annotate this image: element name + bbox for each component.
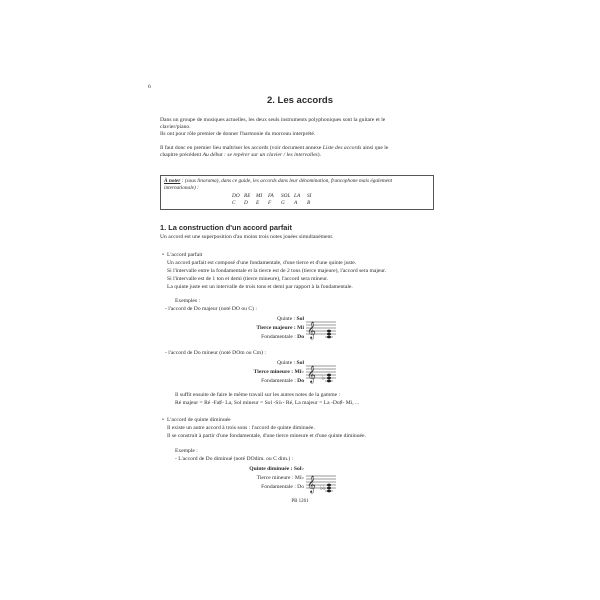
fondamentale-label: Fondamentale : — [261, 378, 298, 384]
section-2-example-label: Exemple : — [175, 448, 198, 454]
solfege-note: MI — [256, 193, 263, 199]
staff-do-dim — [306, 470, 336, 496]
page-title: 2. Les accords — [266, 95, 333, 106]
intro-line-4-italic: Liste des accords — [322, 145, 362, 151]
intro-line-5-italic: Au début : se repérer sur un clavier / les intervalles — [202, 152, 318, 158]
quinte-label: Quinte : — [276, 316, 297, 322]
bullet-1-line-1: Un accord parfait est composé d'une fondamentale, d'une tierce et d'une quinte juste. — [167, 260, 357, 266]
section-1-definition: Un accord est une superposition d'au moins trois notes jouées simultanément. — [160, 234, 334, 240]
dim-tierce: Tierce mineure : Mi♭ — [256, 475, 304, 481]
footer-code: PB 1261 — [291, 499, 309, 504]
dim-fondamentale: Fondamentale : Do — [261, 484, 304, 490]
note-box-label: À noter — [164, 178, 181, 184]
solfege-note: SI — [307, 193, 312, 199]
bullet-icon: • — [162, 252, 164, 258]
example-minor-label: - l'accord de Do mineur (noté DOm ou Cm) : — [165, 350, 266, 356]
intro-line-4 — [160, 145, 388, 152]
solfege-note: SOL — [281, 193, 291, 199]
bullet-1-title: L'accord parfait — [167, 252, 203, 258]
quinte-value: Sol — [296, 316, 304, 322]
example-major-quinte — [200, 316, 304, 323]
section-1-heading: 1. La construction d'un accord parfait — [160, 223, 292, 232]
intro-line-2: clavier/piano. — [160, 124, 191, 130]
page-number: 6 — [148, 84, 151, 90]
intro-line-5 — [160, 152, 321, 159]
bullet-1-line-3: Si l'intervalle est de 1 ton et demi (tierce mineure), l'accord sera mineur. — [167, 276, 329, 282]
solfege-note: FA — [268, 193, 274, 199]
note-box-line-2: internationale) : — [164, 185, 199, 191]
dim-quinte: Quinte diminuée : Sol♭ — [249, 466, 304, 472]
treble-clef-icon: 𝄞 — [307, 475, 316, 493]
letter-note: A — [294, 200, 298, 206]
section-2-title: L'accord de quinte diminuée — [167, 417, 231, 423]
letter-note: B — [307, 200, 311, 206]
intro-line-5-text: chapitre précédent — [160, 152, 203, 158]
apply-line: Il suffit ensuite de faire le même travail sur les autres notes de la gamme : — [175, 392, 341, 398]
note-box-line-1 — [164, 178, 392, 185]
letter-note: G — [281, 200, 285, 206]
letter-note: D — [244, 200, 248, 206]
bullet-1-line-2: Si l'intervalle entre la fondamentale et la tierce est de 2 tons (tierce majeure), l'accord sera majeur. — [167, 268, 387, 274]
example-minor-quinte — [200, 360, 304, 367]
fondamentale-value: Do — [297, 334, 304, 340]
letter-note: F — [268, 200, 272, 206]
section-2-line-1: Il existe un autre accord à trois sons : l'accord de quinte diminuée. — [167, 425, 315, 431]
intro-line-4-text: Il faut donc en premier lieu maîtriser les accords (voir document annexe — [160, 145, 323, 151]
intro-line-5-end: ). — [317, 152, 321, 158]
treble-clef-icon: 𝄞 — [307, 365, 316, 383]
intro-line-1: Dans un groupe de musiques actuelles, les deux seuls instruments polyphoniques sont la guitare et le — [160, 117, 386, 123]
intro-line-3: Ils ont pour rôle premier de donner l'harmonie du morceau interprété. — [160, 131, 316, 137]
example-major-fondamentale — [200, 334, 304, 341]
bullet-1-line-4: La quinte juste est un intervalle de trois tons et demi par rapport à la fondamentale. — [167, 284, 353, 290]
section-2-example: - L'accord de Do diminué (noté DOdim. ou C dim.) : — [175, 456, 294, 462]
treble-clef-icon: 𝄞 — [307, 321, 316, 339]
quinte-label: Quinte : — [276, 360, 297, 366]
letter-note: E — [256, 200, 260, 206]
flat-icon: ♭ — [322, 375, 325, 382]
solfege-note: LA — [294, 193, 301, 199]
examples-label: Exemples : — [175, 298, 201, 304]
quinte-value: Sol — [296, 360, 304, 366]
solfege-note: DO — [232, 193, 240, 199]
letter-note: C — [232, 200, 236, 206]
staff-do-major — [306, 316, 336, 342]
example-minor-tierce: Tierce mineure : Mi♭ — [253, 369, 304, 375]
example-major-label: - l'accord de Do majeur (noté DO ou C) : — [165, 306, 257, 312]
fondamentale-value: Do — [297, 378, 304, 384]
note-box-text-1: : (sous linorama), dans ce guide, les accords dans leur dénomination, francophone mais également — [180, 178, 393, 184]
example-major-tierce: Tierce majeure : Mi — [256, 325, 304, 331]
double-flat-icon: ♭♭ — [320, 485, 326, 492]
bullet-icon: • — [162, 417, 164, 423]
fondamentale-label: Fondamentale : — [261, 334, 298, 340]
intro-line-4-end: ainsi que le — [361, 145, 389, 151]
solfege-note: RE — [244, 193, 251, 199]
staff-do-minor — [306, 360, 336, 386]
example-minor-fondamentale — [200, 378, 304, 385]
apply-example: Ré majeur = Ré -Fa♯- La, Sol mineur = Sol -Si♭- Ré, La majeur = La -Do♯- Mi, ... — [175, 400, 360, 406]
section-2-line-2: Il se construit à partir d'une fondamentale, d'une tierce mineure et d'une quinte diminuée. — [167, 433, 366, 439]
